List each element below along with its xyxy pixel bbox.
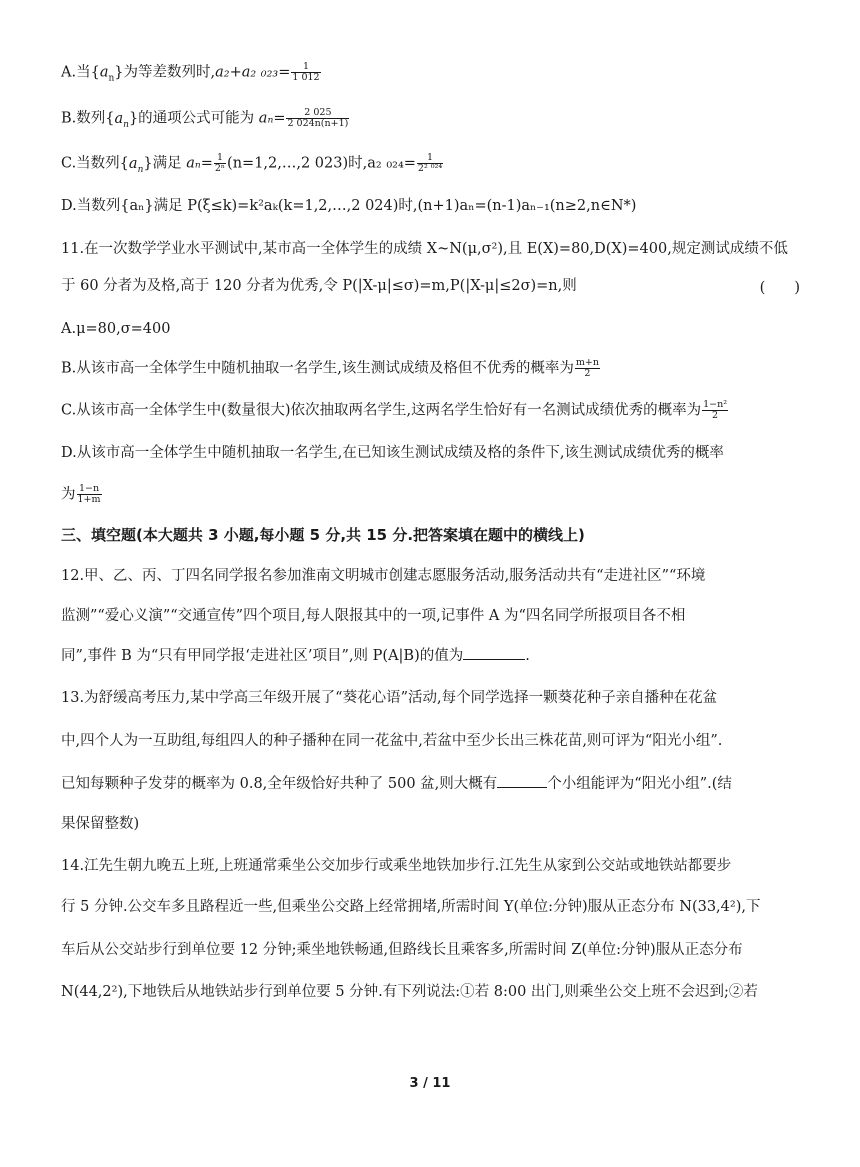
q11-option-a: A.μ=80,σ=400 [61,321,171,337]
q11-stem-line2: 于 60 分者为及格,高于 120 分者为优秀,令 P(|X-μ|≤σ)=m,P(|X-μ|≤2σ)=n,则 [61,278,577,294]
q10-option-a: A.当$\{a_n\}$为等差数列时,a₂+a₂ ₀₂₃= $\frac{1}{1 012}$ [61,61,320,84]
text: . [525,648,530,664]
q10-option-d: D.当数列{aₙ}满足 P(ξ≤k)=k²aₖ(k=1,2,…,2 024)时,(n+1)aₙ=(n-1)aₙ₋₁(n≥2,n∈N*) [61,198,637,214]
fraction [77,484,102,505]
q13-line1: 13.为舒缓高考压力,某中学高三年级开展了“葵花心语”活动,每个同学选择一颗葵花种子亲自播种在花盆 [61,690,718,706]
text: C.从该市高一全体学生中(数量很大)依次抽取两名学生,这两名学生恰好有一名测试成绩优秀的概率为 [61,402,702,419]
numerator: m+n [575,357,599,368]
fraction [702,400,728,421]
q11-stem-line1: 11.在一次数学学业水平测试中,某市高一全体学生的成绩 X~N(μ,σ²),且 E(X)=80,D(X)=400,规定测试成绩不低 [61,241,788,257]
text: B.从该市高一全体学生中随机抽取一名学生,该生测试成绩及格但不优秀的概率为 [61,360,574,377]
q14-line1: 14.江先生朝九晚五上班,上班通常乘坐公交加步行或乘坐地铁加步行.江先生从家到公交站或地铁站都要步 [61,858,732,874]
text: aₙ= [186,155,213,172]
text: }满足 [143,155,187,172]
denominator: 2 024n(n+1) [287,118,349,129]
q11-option-b [61,358,601,379]
answer-parentheses: ( ) [759,280,800,296]
page-number: 3 / 11 [409,1076,451,1091]
text: 同”,事件 B 为“只有甲同学报‘走进社区’项目”,则 P(A|B)的值为 [61,648,464,664]
q13-line2: 中,四个人为一互助组,每组四人的种子播种在同一花盆中,若盆中至少长出三株花苗,则可评为“阳光小组”. [61,733,723,749]
text: B.数列{ [61,110,115,127]
q14-line3: 车后从公交站步行到单位要 12 分钟;乘坐地铁畅通,但路线长且乘客多,所需时间 Z(单位:分钟)服从正态分布 [61,942,743,958]
text: a [99,64,109,81]
denominator: 2 [584,368,591,379]
text: C.当数列{ [61,155,129,172]
q10-option-c: C.当数列$\{a_n\}$满足 aₙ= $\frac{1}{\text{2ⁿ}}$ (n=1,2,…,2 023)时,a₂ ₀₂₄= $\frac{1}{\text{2² ⁰²⁴}}$ [61,152,443,175]
fraction [575,358,600,379]
q12-line3 [61,645,530,666]
q11-option-d-line1: D.从该市高一全体学生中随机抽取一名学生,在已知该生测试成绩及格的条件下,该生测试成绩优秀的概率 [61,445,724,461]
q14-line2: 行 5 分钟.公交车多且路程近一些,但乘坐公交路上经常拥堵,所需时间 Y(单位:分钟)服从正态分布 N(33,4²),下 [61,899,761,915]
numerator: 2 025 [286,108,349,119]
fraction [291,62,320,83]
section-heading: 三、填空题(本大题共 3 小题,每小题 5 分,共 15 分.把答案填在题中的横线上) [61,526,585,544]
text: a₂+a₂ ₀₂₃= [215,64,291,81]
denominator: 1+m [77,494,101,505]
numerator: 1 [291,62,320,73]
q11-option-d-line2 [61,484,103,505]
numerator: 1−n [77,484,102,495]
numerator: 1 [214,153,226,164]
numerator: 1 [417,153,443,164]
text: 为 [61,486,76,503]
q10-option-b: B.数列$\{a_n\}$的通项公式可能为 aₙ= $\frac{2 025}{2 024n(n+1)}$ [61,107,349,130]
text: (n=1,2,…,2 023)时,a₂ ₀₂₄= [227,155,416,172]
q11-option-c [61,400,729,421]
text: }为等差数列时, [114,64,216,81]
fraction [286,108,349,129]
text: }的通项公式可能为 [128,110,259,127]
denominator: 2ⁿ [214,163,226,174]
denominator: 2² ⁰²⁴ [417,163,443,174]
q14-line4: N(44,2²),下地铁后从地铁站步行到单位要 5 分钟.有下列说法:①若 8:00 出门,则乘坐公交上班不会迟到;②若 [61,984,758,1000]
fraction [417,153,443,174]
text: aₙ= [258,110,286,127]
q12-line2: 监测”“爱心义演”“交通宣传”四个项目,每人限报其中的一项,记事件 A 为“四名同学所报项目各不相 [61,608,686,624]
q13-line4: 果保留整数) [61,816,140,832]
q12-line1: 12.甲、乙、丙、丁四名同学报名参加淮南文明城市创建志愿服务活动,服务活动共有“走进社区”“环境 [61,568,706,584]
q13-line3 [61,773,732,794]
text: 个小组能评为“阳光小组”.(结 [547,776,732,792]
answer-blank [463,645,525,660]
text: A.当{ [61,64,100,81]
denominator: 1 012 [292,72,320,83]
text: 已知每颗种子发芽的概率为 0.8,全年级恰好共种了 500 盆,则大概有 [61,776,498,792]
denominator: 2 [712,410,719,421]
numerator: 1−n² [703,399,728,410]
fraction [214,153,226,174]
answer-blank [497,773,547,788]
